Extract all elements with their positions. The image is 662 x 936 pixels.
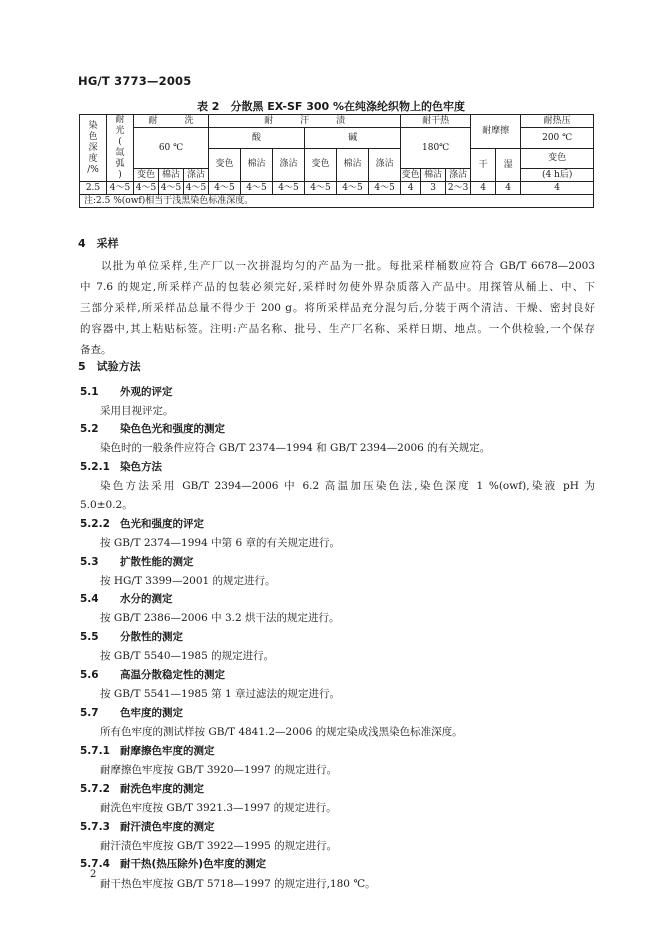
paragraph-line: 三部分采样,所采样品总量不得少于 200 g。将所采样品充分混匀后,分装于两个清洁、干燥、密封良好 xyxy=(80,302,595,314)
table-cell: 4～5 xyxy=(305,182,337,195)
dry-heat-header: 耐干热 xyxy=(401,115,471,128)
sub-header: 涤沾 xyxy=(446,169,471,182)
table-note: 注:2.5 %(owf)相当于浅黑染色标准深度。 xyxy=(80,195,594,208)
subsection-number: 5.3 xyxy=(80,556,99,568)
subsection-body: 染色时的一般条件应符合 GB/T 2374—1994 和 GB/T 2394—2006 的有关规定。 xyxy=(100,442,491,454)
table-cell: 4～5 xyxy=(369,182,401,195)
hot-press-sub2: (4 h后) xyxy=(521,169,594,182)
section-heading-5: 5 试验方法 xyxy=(78,360,141,373)
subsection-number: 5.6 xyxy=(80,669,99,681)
subsection-heading xyxy=(80,667,225,682)
paragraph-line: 的容器中,其上粘贴标签。注明:产品名称、批号、生产厂名称、采样日期、地点。一个供检验,一个保存 xyxy=(80,323,595,335)
section-heading-4: 4 采样 xyxy=(78,237,119,250)
sub-header: 变色 xyxy=(401,169,420,180)
subsection-title: 耐摩擦色牢度的测定 xyxy=(120,745,215,757)
sub-header: 湿 xyxy=(496,148,521,182)
subsection-title: 色光和强度的评定 xyxy=(120,518,204,530)
color-fastness-table xyxy=(79,114,594,208)
subsection-title: 耐汗渍色牢度的测定 xyxy=(120,821,215,833)
subsection-heading xyxy=(80,421,225,436)
subsection-number: 5.2.2 xyxy=(80,518,110,530)
sub-header: 涤沾 xyxy=(184,169,209,182)
table-row xyxy=(80,182,594,195)
sub-header: 干 xyxy=(471,148,496,182)
subsection-heading xyxy=(80,554,194,569)
subsection-title: 耐干热(热压除外)色牢度的测定 xyxy=(120,858,267,870)
table-cell: 4～5 xyxy=(134,182,159,195)
dry-heat-temp: 180℃ xyxy=(401,128,471,169)
subsection-heading xyxy=(80,384,173,399)
table-cell: 4～5 xyxy=(337,182,369,195)
rub-header: 耐摩擦 xyxy=(471,115,521,149)
hot-press-header: 耐热压 xyxy=(521,115,594,128)
hot-press-temp: 200 ℃ xyxy=(521,128,594,149)
subsection-body: 按 GB/T 2386—2006 中 3.2 烘干法的规定进行。 xyxy=(100,612,340,624)
subsection-title: 高温分散稳定性的测定 xyxy=(120,669,225,681)
subsection-body: 耐干热色牢度按 GB/T 5718—1997 的规定进行,180 ℃。 xyxy=(100,878,376,890)
table-cell: 4 xyxy=(471,182,496,195)
subsection-heading xyxy=(80,819,215,834)
subsection-number: 5.7.3 xyxy=(80,821,110,833)
sub-header: 棉沾 xyxy=(421,169,446,182)
subsection-body: 耐洗色牢度按 GB/T 3921.3—1997 的规定进行。 xyxy=(100,802,337,814)
table-cell: 4～5 xyxy=(273,182,305,195)
table-caption: 表 2 分散黑 EX-SF 300 %在纯涤纶织物上的色牢度 xyxy=(196,100,466,113)
sweat-acid: 酸 xyxy=(209,128,305,149)
subsection-body: 耐汗渍色牢度按 GB/T 3922—1995 的规定进行。 xyxy=(100,840,338,852)
section-4-paragraph xyxy=(80,256,595,361)
subsection-heading xyxy=(80,459,162,474)
subsection-number: 5.7.1 xyxy=(80,745,110,757)
subsection-body: 按 HG/T 3399—2001 的规定进行。 xyxy=(100,575,276,587)
sweat-header: 耐 汗 渍 xyxy=(209,115,401,128)
paragraph-line: 以批为单位采样,生产厂以一次拼混均匀的产品为一批。每批采样桶数应符合 GB/T 6678—2003 xyxy=(101,260,595,272)
subsection-body: 采用目视评定。 xyxy=(100,405,174,417)
table-cell: 4～5 xyxy=(241,182,273,195)
subsection-heading xyxy=(80,516,204,531)
sub-header: 棉沾 xyxy=(337,148,369,182)
depth-header: 染 色 深 度 /% xyxy=(80,115,107,182)
sub-header: 变色 xyxy=(209,148,241,182)
subsection-title: 色牢度的测定 xyxy=(120,707,183,719)
sweat-alkali: 碱 xyxy=(305,128,401,149)
subsection-heading xyxy=(80,629,183,644)
subsection-number: 5.4 xyxy=(80,593,99,605)
subsection-title: 分散性的测定 xyxy=(120,631,183,643)
subsection-number: 5.5 xyxy=(80,631,99,643)
sub-header: 棉沾 xyxy=(241,148,273,182)
wash-temp: 60 ℃ xyxy=(134,128,209,169)
subsection-body: 按 GB/T 5541—1985 第 1 章过滤法的规定进行。 xyxy=(100,688,340,700)
subsection-title: 耐洗色牢度的测定 xyxy=(120,783,204,795)
subsection-heading xyxy=(80,591,173,606)
subsection-body: 耐摩擦色牢度按 GB/T 3920—1997 的规定进行。 xyxy=(100,764,338,776)
table-cell: 4～5 xyxy=(107,182,134,195)
paragraph-line: 备查。 xyxy=(80,344,112,356)
subsection-body: 按 GB/T 2374—1994 中第 6 章的有关规定进行。 xyxy=(100,537,340,549)
table-cell: 4 xyxy=(521,182,594,195)
sub-header: 涤沾 xyxy=(273,148,305,182)
sub-header: 棉沾 xyxy=(159,169,184,182)
sub-header: 变色 xyxy=(305,148,337,182)
table-cell: 3 xyxy=(421,182,446,195)
table-cell: 4～5 xyxy=(209,182,241,195)
subsection-title: 扩散性能的测定 xyxy=(120,556,194,568)
subsection-title: 水分的测定 xyxy=(120,593,173,605)
table-cell: 4 xyxy=(401,182,421,195)
table-cell: 4 xyxy=(496,182,521,195)
subsection-number: 5.7.4 xyxy=(80,858,110,870)
subsection-body: 5.0±0.2。 xyxy=(80,499,133,511)
subsection-title: 染色方法 xyxy=(120,461,162,473)
table-cell: 2.5 xyxy=(80,182,107,195)
sub-header: 涤沾 xyxy=(369,148,401,182)
document-number: HG/T 3773—2005 xyxy=(78,74,192,88)
subsection-body: 所有色牢度的测试样按 GB/T 4841.2—2006 的规定染成浅黑染色标准深度。 xyxy=(100,726,463,738)
table-cell: 2～3 xyxy=(446,182,471,195)
subsection-body: 按 GB/T 5540—1985 的规定进行。 xyxy=(100,650,275,662)
hot-press-sub: 变色 xyxy=(521,148,594,169)
subsection-number: 5.2.1 xyxy=(80,461,110,473)
subsection-title: 外观的评定 xyxy=(120,386,173,398)
table-cell: 4～5 xyxy=(184,182,209,195)
subsection-heading xyxy=(80,743,215,758)
page-number: 2 xyxy=(90,869,97,880)
subsection-number: 5.7 xyxy=(80,707,99,719)
subsection-body: 染色方法采用 GB/T 2394—2006 中 6.2 高温加压染色法,染色深度 1 %(owf),染液 pH 为 xyxy=(100,480,595,492)
subsection-title: 染色色光和强度的测定 xyxy=(120,423,225,435)
subsection-heading xyxy=(80,781,204,796)
subsection-heading xyxy=(80,705,183,720)
subsection-number: 5.2 xyxy=(80,423,99,435)
subsection-number: 5.1 xyxy=(80,386,99,398)
light-fastness-header: 耐 光 ( 氙 弧 ) xyxy=(107,115,134,182)
paragraph-line: 中 7.6 的规定,所采样产品的包装必须完好,采样时勿使外界杂质落入产品中。用探管从桶上、中、下 xyxy=(80,281,595,293)
sub-header: 变色 xyxy=(134,169,159,182)
wash-header: 耐 洗 xyxy=(134,115,209,128)
table-cell: 4～5 xyxy=(159,182,184,195)
subsection-heading xyxy=(80,856,266,871)
subsection-number: 5.7.2 xyxy=(80,783,110,795)
